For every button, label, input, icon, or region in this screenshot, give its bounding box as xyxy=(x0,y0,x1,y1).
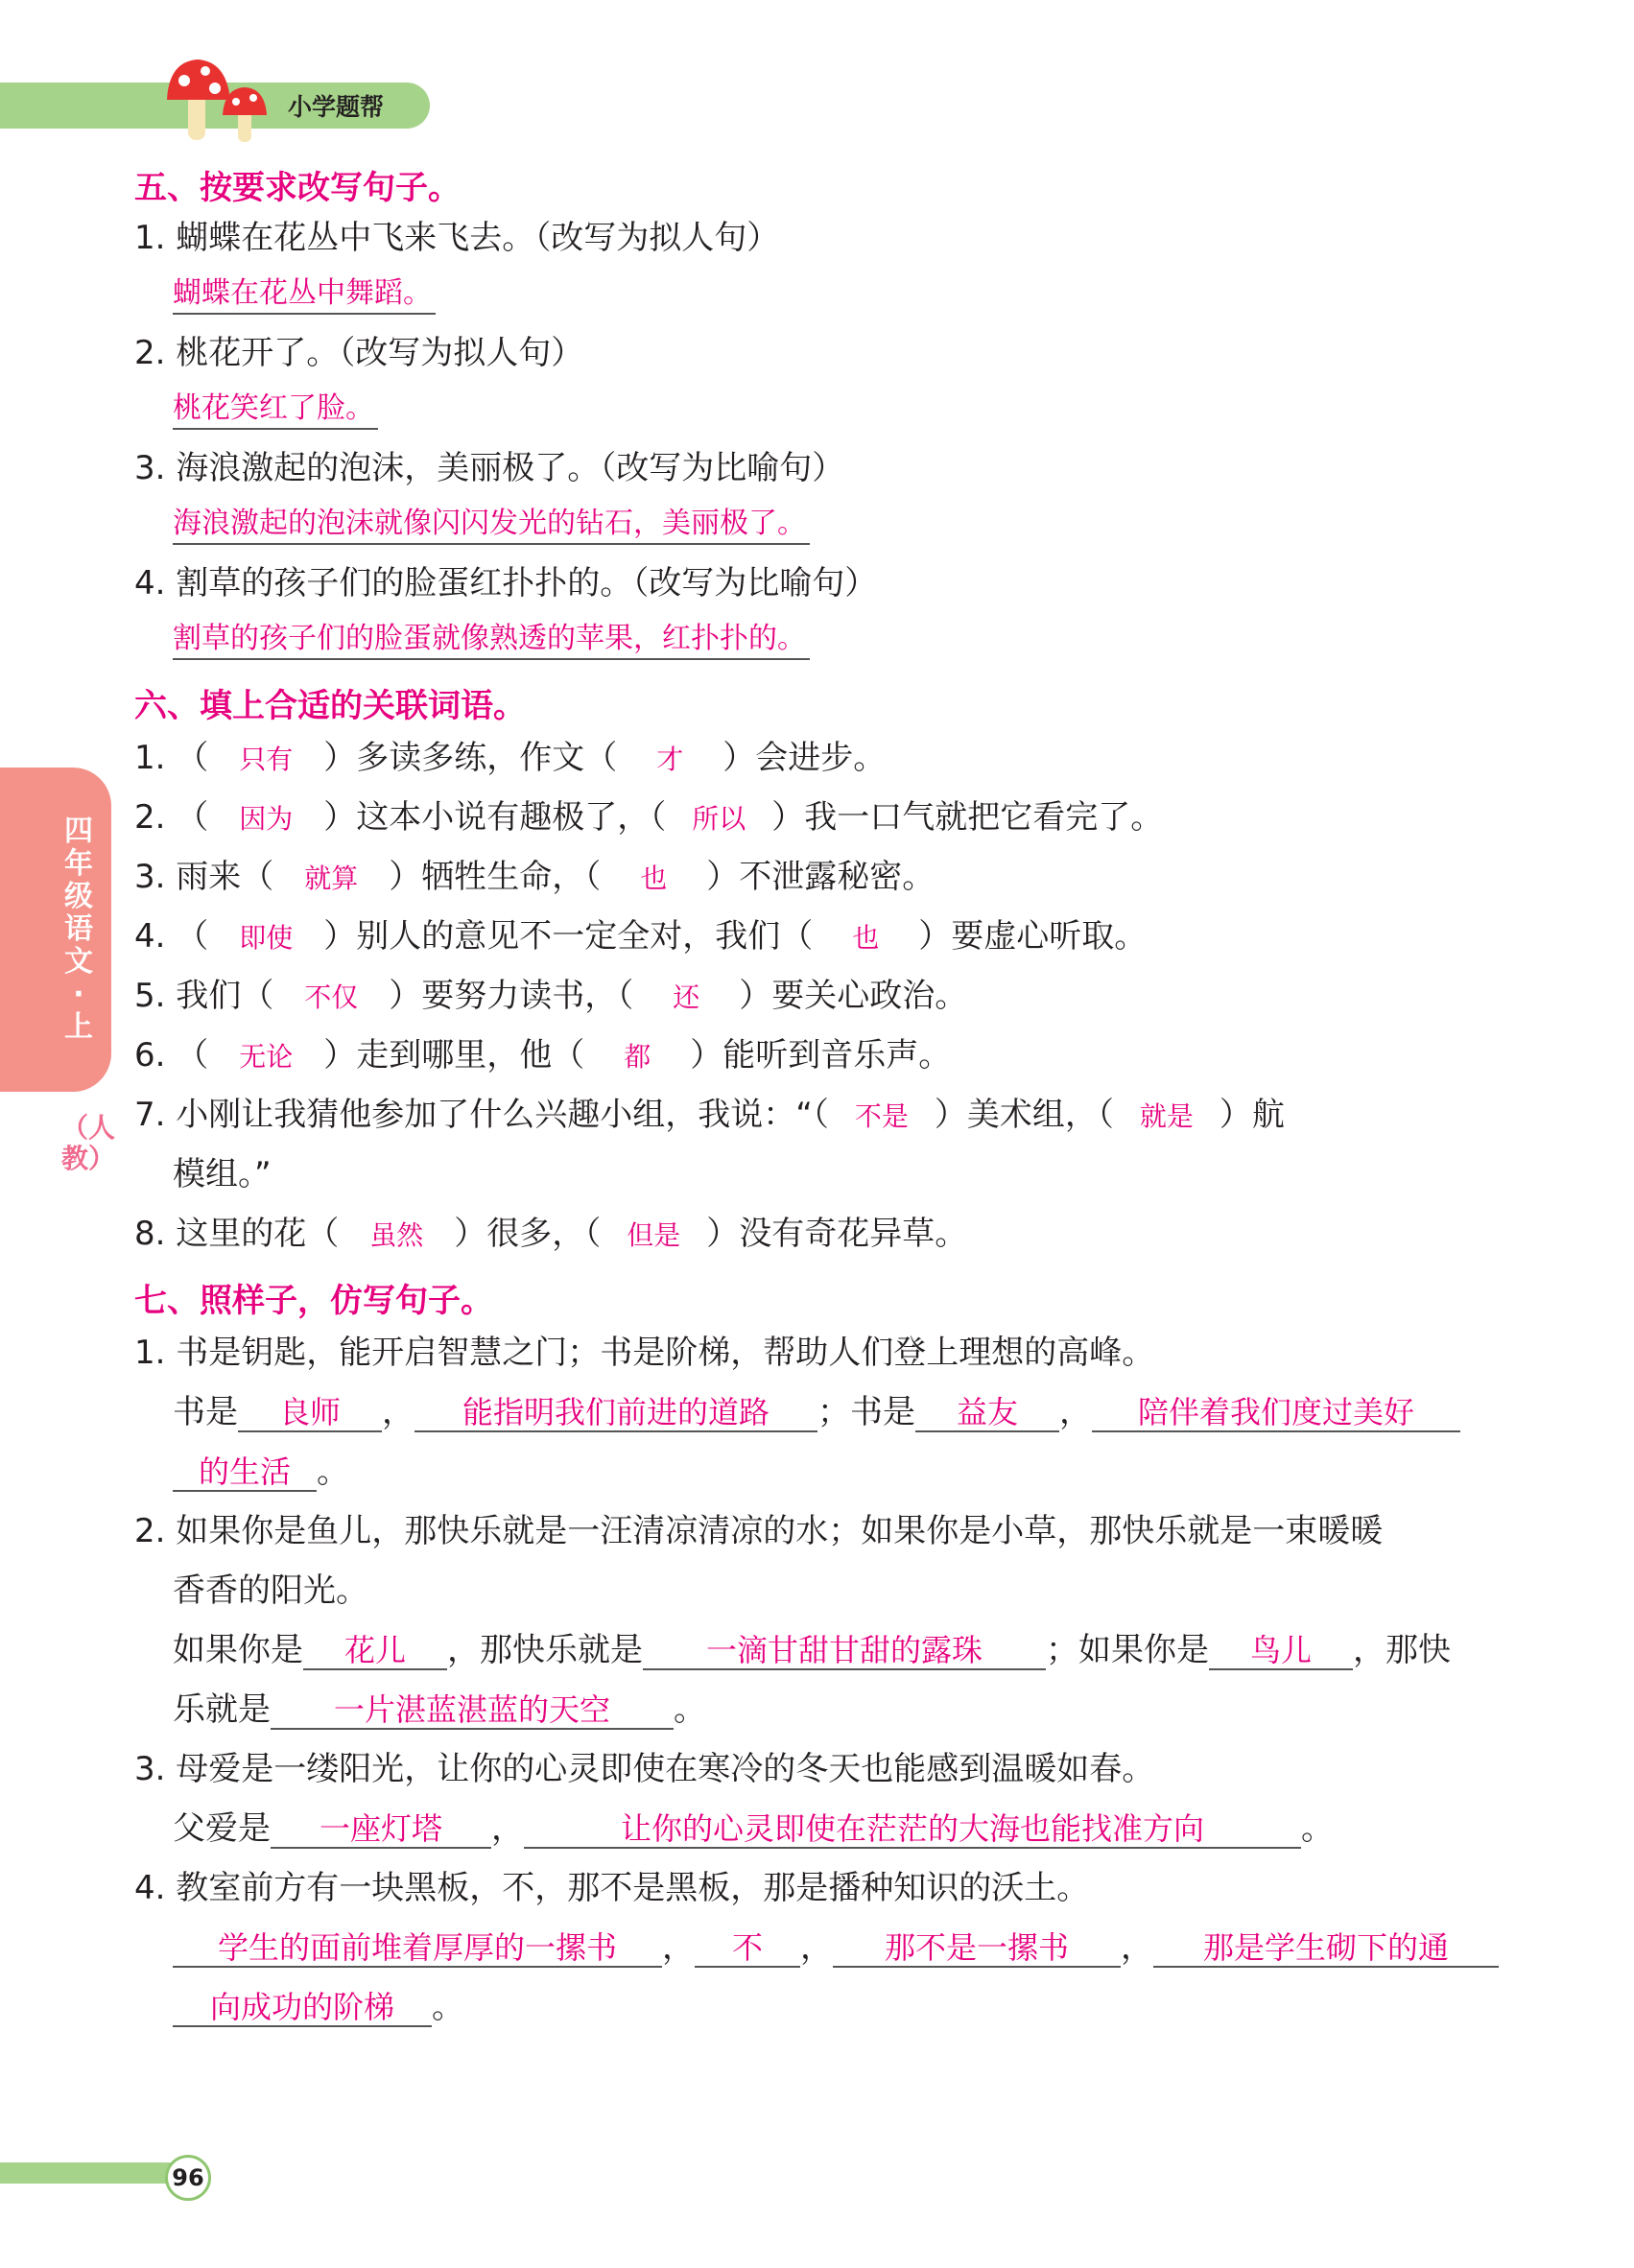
s6-item-2-answer-1: 因为 xyxy=(239,803,294,835)
s7-q2-example-line-1: 2. 如果你是鱼儿，那快乐就是一汪清凉清凉的水；如果你是小草，那快乐就是一束暖暖 xyxy=(134,1512,1384,1550)
s7-q2-answer-line-1: 如果你是 花儿 ，那快乐就是 一滴甘甜甘甜的露珠 ；如果你是 鸟儿 ，那快 xyxy=(173,1631,1451,1669)
s7-q4-blank-3: 那不是一摞书 xyxy=(833,1929,1121,1968)
s6-item-8-answer-2: 但是 xyxy=(627,1219,681,1251)
side-tab-grade: 四年级语文·上 xyxy=(64,815,93,1044)
s7-q4-blank-2: 不 xyxy=(695,1929,800,1968)
s5-answer-1: 蝴蝶在花丛中舞蹈。 xyxy=(173,274,436,315)
s6-item-2: 2. （ 因为 ）这本小说有趣极了，（ 所以 ）我一口气就把它看完了。 xyxy=(134,798,1164,837)
s5-question-1: 1. 蝴蝶在花丛中飞来飞去。（改写为拟人句） xyxy=(134,219,780,257)
s7-q4-example: 4. 教室前方有一块黑板，不，那不是黑板，那是播种知识的沃土。 xyxy=(134,1869,1090,1907)
s6-item-4-answer-1: 即使 xyxy=(239,922,294,954)
s6-item-1-answer-1: 只有 xyxy=(239,744,294,775)
s6-item-7: 7. 小刚让我猜他参加了什么兴趣小组，我说：“（ 不是 ）美术组，（ 就是 ）航 xyxy=(134,1096,1285,1134)
s6-item-4-answer-2: 也 xyxy=(852,922,880,954)
mushroom-icon xyxy=(163,56,278,148)
s7-q1-answer-line-2: 的生活 。 xyxy=(173,1453,349,1492)
s7-q3-answer-line: 父爱是 一座灯塔 ， 让你的心灵即使在茫茫的大海也能找准方向 。 xyxy=(173,1809,1334,1848)
s6-item-8: 8. 这里的花（ 虽然 ）很多，（ 但是 ）没有奇花异草。 xyxy=(134,1215,968,1253)
s7-q2-blank-3: 鸟儿 xyxy=(1209,1632,1353,1670)
s6-item-3-answer-2: 也 xyxy=(640,862,668,894)
s7-q4-blank-5: 向成功的阶梯 xyxy=(173,1989,432,2027)
s6-item-8-answer-1: 虽然 xyxy=(369,1219,424,1251)
s7-q3-blank-2: 让你的心灵即使在茫茫的大海也能找准方向 xyxy=(524,1810,1301,1849)
page-number: 96 xyxy=(165,2155,211,2201)
s7-q2-answer-line-2: 乐就是 一片湛蓝湛蓝的天空 。 xyxy=(173,1690,706,1729)
s7-q2-blank-1: 花儿 xyxy=(303,1632,447,1670)
s7-q1-blank-3: 益友 xyxy=(915,1394,1059,1432)
s6-item-2-answer-2: 所以 xyxy=(692,803,746,835)
footer-bar xyxy=(0,2162,178,2184)
s5-answer-4: 割草的孩子们的脸蛋就像熟透的苹果，红扑扑的。 xyxy=(173,620,810,660)
s6-item-6-answer-2: 都 xyxy=(624,1041,651,1073)
section-7-title: 七、照样子，仿写句子。 xyxy=(134,1282,493,1320)
s7-q4-answer-line-1: 学生的面前堆着厚厚的一摞书 ， 不 ， 那不是一摞书 ， 那是学生砌下的通 xyxy=(173,1928,1499,1968)
s6-item-6-answer-1: 无论 xyxy=(239,1041,294,1073)
s5-question-3: 3. 海浪激起的泡沫，美丽极了。（改写为比喻句） xyxy=(134,449,845,487)
s7-q3-blank-1: 一座灯塔 xyxy=(271,1810,491,1849)
section-5-title: 五、按要求改写句子。 xyxy=(134,169,461,207)
s6-item-3-answer-1: 就算 xyxy=(304,862,359,894)
s6-item-1-answer-2: 才 xyxy=(656,744,684,775)
s5-question-4: 4. 割草的孩子们的脸蛋红扑扑的。（改写为比喻句） xyxy=(134,564,878,602)
s6-item-5-answer-2: 还 xyxy=(673,981,700,1013)
s5-answer-3: 海浪激起的泡沫就像闪闪发光的钻石，美丽极了。 xyxy=(173,505,810,545)
s7-q1-blank-4: 陪伴着我们度过美好 xyxy=(1092,1394,1460,1432)
s6-item-5: 5. 我们（ 不仅 ）要努力读书，（ 还 ）要关心政治。 xyxy=(134,977,968,1015)
s5-answer-2: 桃花笑红了脸。 xyxy=(173,390,378,430)
s6-item-1: 1. （ 只有 ）多读多练，作文（ 才 ）会进步。 xyxy=(134,739,887,777)
s7-q2-blank-2: 一滴甘甜甘甜的露珠 xyxy=(643,1632,1046,1670)
s6-item-7-answer-1: 不是 xyxy=(854,1100,909,1132)
s7-q1-blank-2: 能指明我们前进的道路 xyxy=(414,1394,817,1432)
s7-q4-answer-line-2: 向成功的阶梯 。 xyxy=(173,1988,464,2027)
s6-item-5-answer-1: 不仅 xyxy=(304,981,359,1013)
s7-q1-blank-1: 良师 xyxy=(238,1394,382,1432)
s7-q4-blank-1: 学生的面前堆着厚厚的一摞书 xyxy=(173,1929,662,1968)
section-6-title: 六、填上合适的关联词语。 xyxy=(134,687,526,725)
side-tab-edition: （人教） xyxy=(61,1112,116,1174)
s6-item-7-answer-2: 就是 xyxy=(1139,1100,1194,1132)
s7-q1-blank-5: 的生活 xyxy=(173,1453,317,1492)
s7-q4-blank-4: 那是学生砌下的通 xyxy=(1153,1929,1499,1968)
s7-q1-answer-line-1: 书是 良师 ， 能指明我们前进的道路 ；书是 益友 ， 陪伴着我们度过美好 xyxy=(173,1393,1460,1432)
s6-item-4: 4. （ 即使 ）别人的意见不一定全对，我们（ 也 ）要虚心听取。 xyxy=(134,917,1148,956)
s6-item-6: 6. （ 无论 ）走到哪里，他（ 都 ）能听到音乐声。 xyxy=(134,1036,952,1075)
s7-q2-example-line-2: 香香的阳光。 xyxy=(173,1571,368,1610)
s7-q3-example: 3. 母爱是一缕阳光，让你的心灵即使在寒冷的冬天也能感到温暖如春。 xyxy=(134,1750,1155,1788)
header-title: 小学题帮 xyxy=(288,93,385,121)
s7-q1-example: 1. 书是钥匙，能开启智慧之门；书是阶梯，帮助人们登上理想的高峰。 xyxy=(134,1334,1155,1372)
s5-question-2: 2. 桃花开了。（改写为拟人句） xyxy=(134,334,584,372)
s7-q2-blank-4: 一片湛蓝湛蓝的天空 xyxy=(271,1691,674,1730)
s6-item-7-continued: 模组。” xyxy=(173,1155,272,1193)
s6-item-3: 3. 雨来（ 就算 ）牺牲生命，（ 也 ）不泄露秘密。 xyxy=(134,858,935,896)
